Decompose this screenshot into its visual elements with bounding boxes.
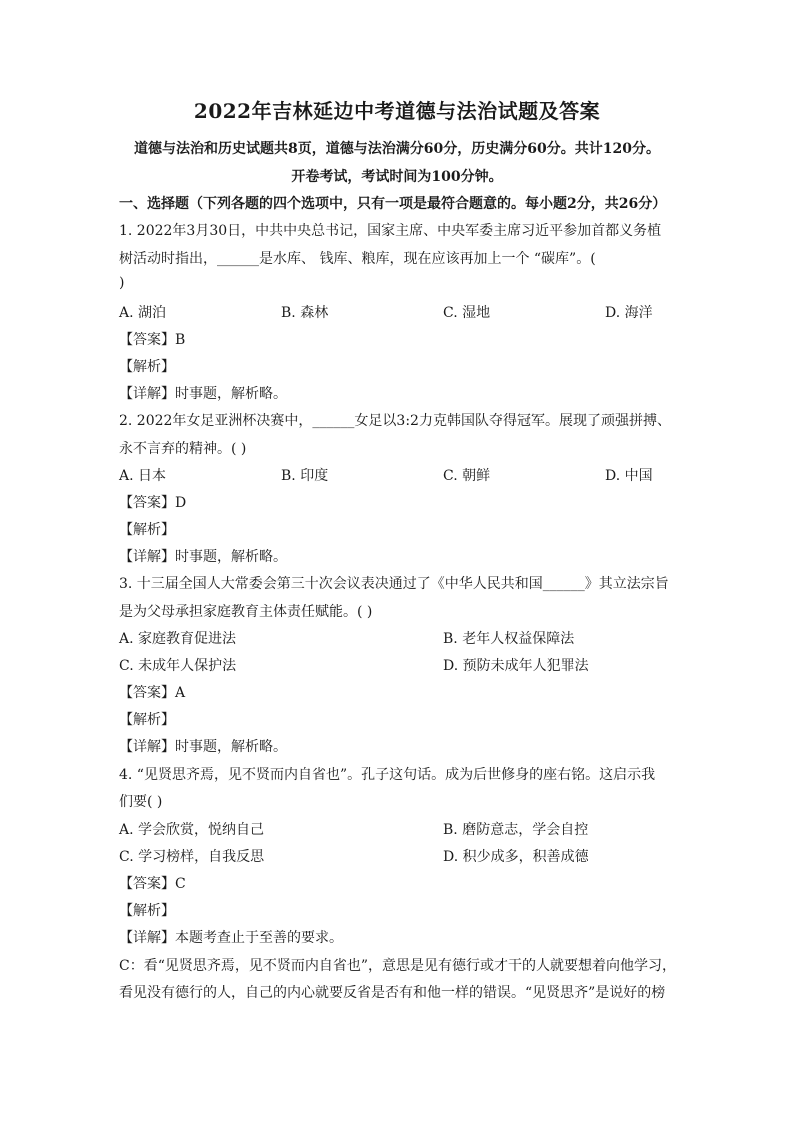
q1-analysis: 【解析】 — [119, 359, 175, 375]
q4-answer: 【答案】C — [119, 876, 186, 892]
q2-option-c: C. 朝鲜 — [443, 468, 491, 484]
q2-option-b: B. 印度 — [281, 468, 329, 484]
q2-detail: 【详解】时事题，解析略。 — [119, 549, 287, 565]
q4-analysis: 【解析】 — [119, 903, 175, 919]
q3-answer: 【答案】A — [119, 685, 186, 701]
q3-stem-line1: 3. 十三届全国人大常委会第三十次会议表决通过了《中华人民共和国______》其立法宗旨 — [119, 576, 669, 592]
q2-stem-line2: 永不言弃的精神。( ) — [119, 441, 247, 457]
q3-option-c: C. 未成年人保护法 — [119, 658, 237, 674]
q3-option-a: A. 家庭教育促进法 — [119, 631, 237, 647]
q2-stem-line1: 2. 2022年女足亚洲杯决赛中，______女足以3:2力克韩国队夺得冠军。展现了顽强拼搏、 — [119, 413, 671, 429]
exam-info-score: 道德与法治和历史试题共8页，道德与法治满分60分，历史满分60分。共计120分。 — [134, 141, 660, 157]
q1-stem-line3: ) — [119, 275, 125, 291]
q4-stem-line1: 4. “见贤思齐焉，见不贤而内自省也”。孔子这句话。成为后世修身的座右铭。这启示我 — [119, 767, 656, 783]
section-heading: 一、选择题（下列各题的四个选项中，只有一项是最符合题意的。每小题2分，共26分） — [119, 196, 667, 212]
q3-detail: 【详解】时事题，解析略。 — [119, 739, 287, 755]
q4-option-a: A. 学会欣赏，悦纳自己 — [119, 822, 265, 838]
page-title: 2022年吉林延边中考道德与法治试题及答案 — [193, 99, 601, 123]
q4-option-d: D. 积少成多，积善成德 — [443, 849, 589, 865]
q3-option-b: B. 老年人权益保障法 — [443, 631, 575, 647]
q3-option-d: D. 预防未成年人犯罪法 — [443, 658, 589, 674]
q1-answer: 【答案】B — [119, 332, 186, 348]
q1-stem-line1: 1. 2022年3月30日，中共中央总书记，国家主席、中央军委主席习近平参加首都义务植 — [119, 223, 662, 239]
q3-stem-line2: 是为父母承担家庭教育主体责任赋能。( ) — [119, 604, 373, 620]
q2-analysis: 【解析】 — [119, 522, 175, 538]
q4-option-c: C. 学习榜样，自我反思 — [119, 849, 265, 865]
q4-explanation-line2: 看见没有德行的人，自己的内心就要反省是否有和他一样的错误。“见贤思齐”是说好的榜 — [119, 985, 666, 1001]
q1-option-b: B. 森林 — [281, 305, 329, 321]
q4-option-b: B. 磨防意志，学会自控 — [443, 822, 589, 838]
exam-info-time: 开卷考试，考试时间为100分钟。 — [291, 169, 503, 185]
q3-analysis: 【解析】 — [119, 712, 175, 728]
q4-explanation-line1: C：看“见贤思齐焉，见不贤而内自省也”，意思是见有德行或才干的人就要想着向他学习， — [119, 958, 677, 974]
q2-option-d: D. 中国 — [605, 468, 653, 484]
q1-option-c: C. 湿地 — [443, 305, 491, 321]
q2-option-a: A. 日本 — [119, 468, 167, 484]
q1-option-a: A. 湖泊 — [119, 305, 167, 321]
q2-answer: 【答案】D — [119, 495, 187, 511]
q1-option-d: D. 海洋 — [605, 305, 653, 321]
q4-detail: 【详解】本题考查止于至善的要求。 — [119, 930, 343, 946]
q4-stem-line2: 们要( ) — [119, 794, 163, 810]
q1-stem-line2: 树活动时指出，______是水库、 钱库、粮库，现在应该再加上一个 “碳库”。( — [119, 251, 596, 267]
q1-detail: 【详解】时事题，解析略。 — [119, 386, 287, 402]
